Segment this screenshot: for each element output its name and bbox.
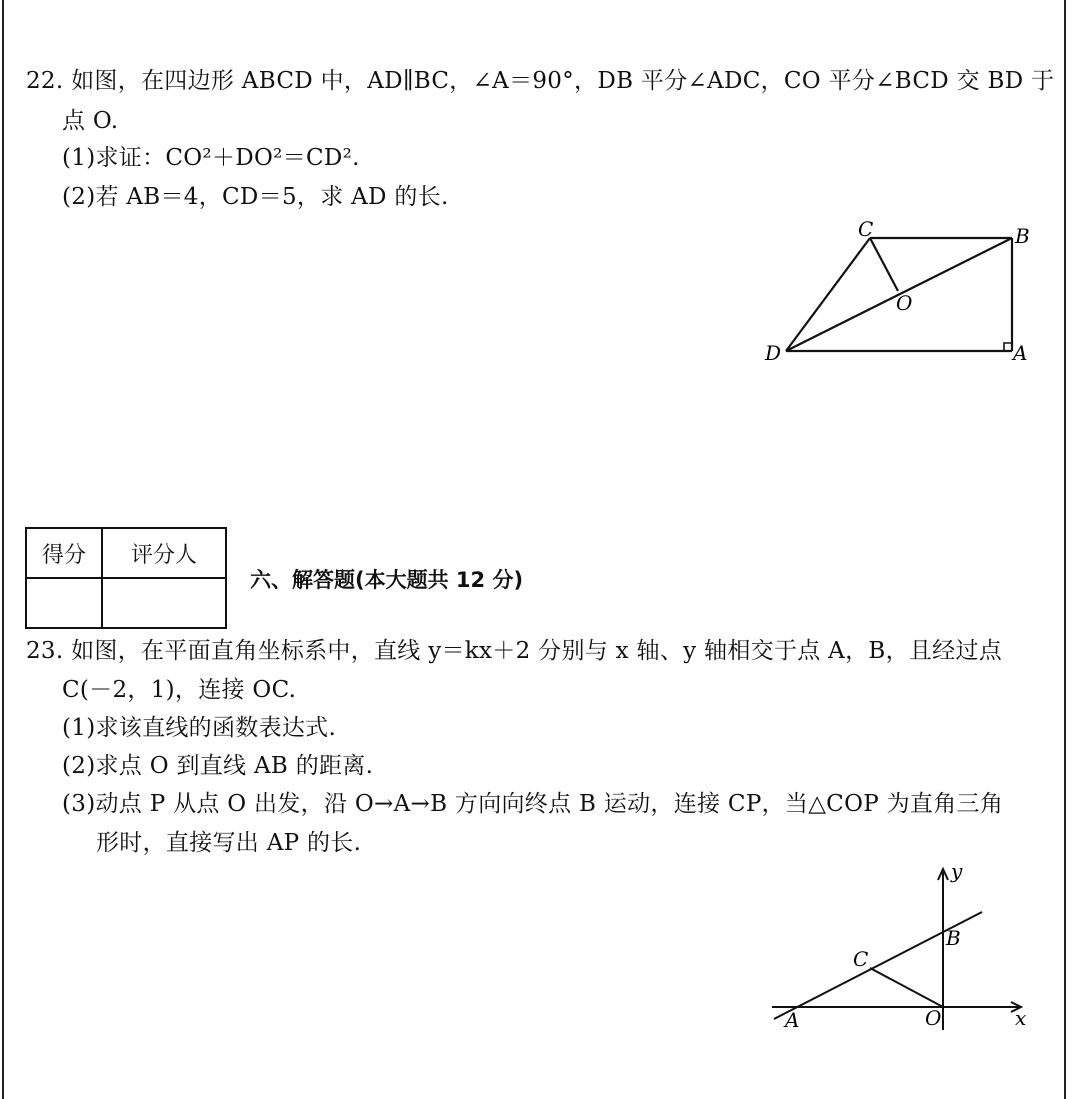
q23-part2: (2)求点 O 到直线 AB 的距离. (62, 753, 374, 779)
segment-DC (786, 238, 870, 351)
label-D: D (765, 341, 782, 365)
q23-part3-line2: 形时，直接写出 AP 的长. (96, 830, 362, 856)
x-axis-arrow (1011, 1002, 1021, 1012)
segment-OC (870, 968, 943, 1007)
label-A: A (1013, 341, 1028, 365)
score-table (25, 527, 227, 629)
score-header: 得分 (26, 528, 102, 578)
label-C: C (853, 947, 869, 971)
score-cell[interactable] (26, 578, 102, 628)
grader-cell[interactable] (102, 578, 226, 628)
q23-part1: (1)求该直线的函数表达式. (62, 715, 337, 741)
q23-stem-line1: 23. 如图，在平面直角坐标系中，直线 y＝kx＋2 分别与 x 轴、y 轴相交于点 A，B，且经过点 (26, 638, 1003, 664)
q22-stem-line1: 22. 如图，在四边形 ABCD 中，AD∥BC，∠A＝90°，DB 平分∠ADC，CO 平分∠BCD 交 BD 于 (26, 68, 1055, 94)
page-border-right (1064, 0, 1066, 1099)
q22-part2: (2)若 AB＝4，CD＝5，求 AD 的长. (62, 184, 449, 210)
label-B: B (1015, 224, 1030, 248)
label-O: O (896, 291, 913, 315)
label-B: B (946, 926, 961, 950)
line-AB (774, 912, 982, 1019)
q23-stem-line2: C(－2，1)，连接 OC. (62, 677, 297, 703)
grader-header: 评分人 (102, 528, 226, 578)
q23-part3-line1: (3)动点 P 从点 O 出发，沿 O→A→B 方向向终点 B 运动，连接 CP，当△COP 为直角三角 (62, 791, 1004, 817)
right-angle-mark (1004, 343, 1012, 351)
page-border-left (2, 0, 4, 1099)
label-A: A (785, 1008, 800, 1032)
y-axis-arrow (938, 869, 948, 880)
segment-CO (870, 238, 898, 291)
label-C: C (858, 217, 874, 241)
q22-part1: (1)求证：CO²＋DO²＝CD². (62, 145, 360, 171)
section-title: 六、解答题(本大题共 12 分) (250, 568, 524, 592)
q22-stem-line2: 点 O. (62, 108, 119, 134)
segment-DB (786, 238, 1012, 351)
label-y: y (951, 859, 963, 883)
label-O: O (925, 1006, 942, 1030)
label-x: x (1015, 1006, 1027, 1030)
